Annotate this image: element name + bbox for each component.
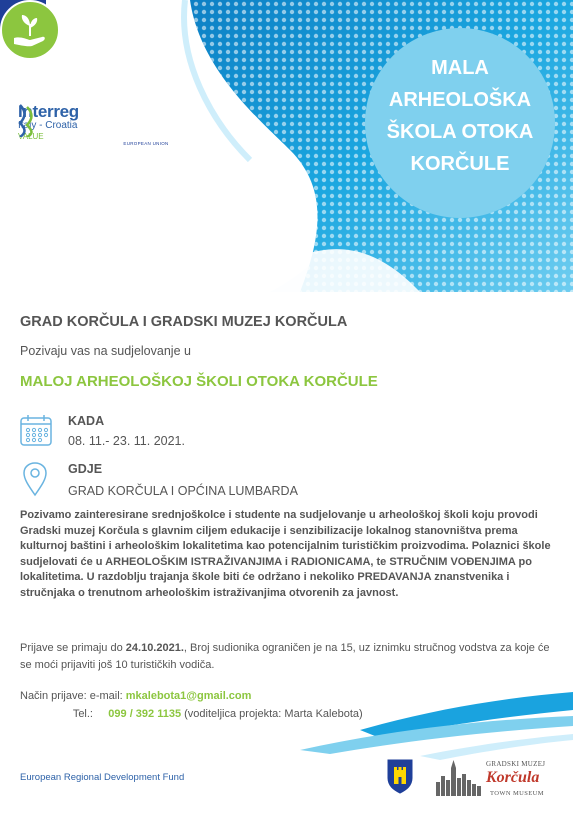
- interreg-project: VALUE: [18, 132, 44, 141]
- phone-note: (voditeljica projekta: Marta Kalebota): [184, 708, 363, 720]
- when-value: 08. 11.- 23. 11. 2021.: [68, 434, 185, 448]
- email-link[interactable]: mkalebota1@gmail.com: [125, 690, 252, 702]
- plant-hand-icon: [0, 0, 60, 60]
- phone-label: Tel.:: [72, 708, 93, 720]
- organizer-heading: GRAD KORČULA I GRADSKI MUZEJ KORČULA: [20, 314, 348, 330]
- registration-paragraph: [20, 640, 555, 674]
- registration-deadline: 24.10.2021.: [125, 642, 184, 654]
- poster-title-line: ŠKOLA OTOKA: [386, 121, 534, 143]
- interreg-name: Interreg: [18, 102, 79, 121]
- museum-logo-icon: [434, 758, 484, 798]
- header-banner: [0, 0, 573, 292]
- description-paragraph: Pozivamo zainteresirane srednjoškolce i studente na sudjelovanje u arheološkoj školi koju provodi Gradski muzej Korčula s glavnim ciljem edukacije i senzibilizacije lokalnog stanovništva prema kulturnoj baštini i arheološkim lokalitetima kao potencijalnim turističkim proizvodima. Polaznici škole sudjelovati će u ARHEOLOŠKIM ISTRAŽIVANJIMA i RADIONICAMA, te STRUČNIM VOĐENJIMA po lokalitetima. U razdoblju trajanja škole biti će održano i nekoliko PREDAVANJA znanstvenika i stručnjaka o trenutnom arheološkim istraživanjima otvorenih za javnost.: [20, 509, 551, 599]
- contact-method-label: Način prijave: e-mail:: [20, 690, 123, 702]
- where-value: GRAD KORČULA I OPĆINA LUMBARDA: [68, 484, 298, 498]
- calendar-icon: [19, 413, 53, 447]
- museum-name: Korčula: [486, 769, 540, 786]
- registration-prefix: Prijave se primaju do: [20, 642, 126, 654]
- when-label: KADA: [68, 414, 105, 428]
- fund-label: European Regional Development Fund: [20, 772, 185, 783]
- registration-suffix: , Broj sudionika ograničen je na 15, uz iznimku stručnog vodstva za koje će se moći prijaviti još 10 turističkih vodiča.: [20, 642, 550, 671]
- poster-title-line: ARHEOLOŠKA: [388, 89, 532, 111]
- poster-title: [365, 52, 555, 180]
- interreg-programme: Italy - Croatia: [18, 120, 78, 131]
- where-label: GDJE: [68, 462, 103, 476]
- invite-text: Pozivaju vas na sudjelovanje u: [20, 344, 191, 358]
- museum-bottom-text: TOWN MUSEUM: [490, 790, 544, 797]
- location-pin-icon: [22, 461, 48, 497]
- coat-of-arms-icon: [386, 758, 414, 794]
- interreg-logo: [18, 103, 79, 141]
- museum-top-text: GRADSKI MUZEJ: [486, 760, 546, 768]
- poster-title-line: MALA: [431, 57, 489, 79]
- interreg-logo-icon: [18, 103, 36, 137]
- museum-logo: [434, 756, 554, 800]
- phone-number[interactable]: 099 / 392 1135: [108, 708, 182, 720]
- poster-title-line: KORČULE: [410, 153, 510, 175]
- school-name-heading: MALOJ ARHEOLOŠKOJ ŠKOLI OTOKA KORČULE: [20, 373, 378, 390]
- eu-label: EUROPEAN UNION: [123, 141, 169, 146]
